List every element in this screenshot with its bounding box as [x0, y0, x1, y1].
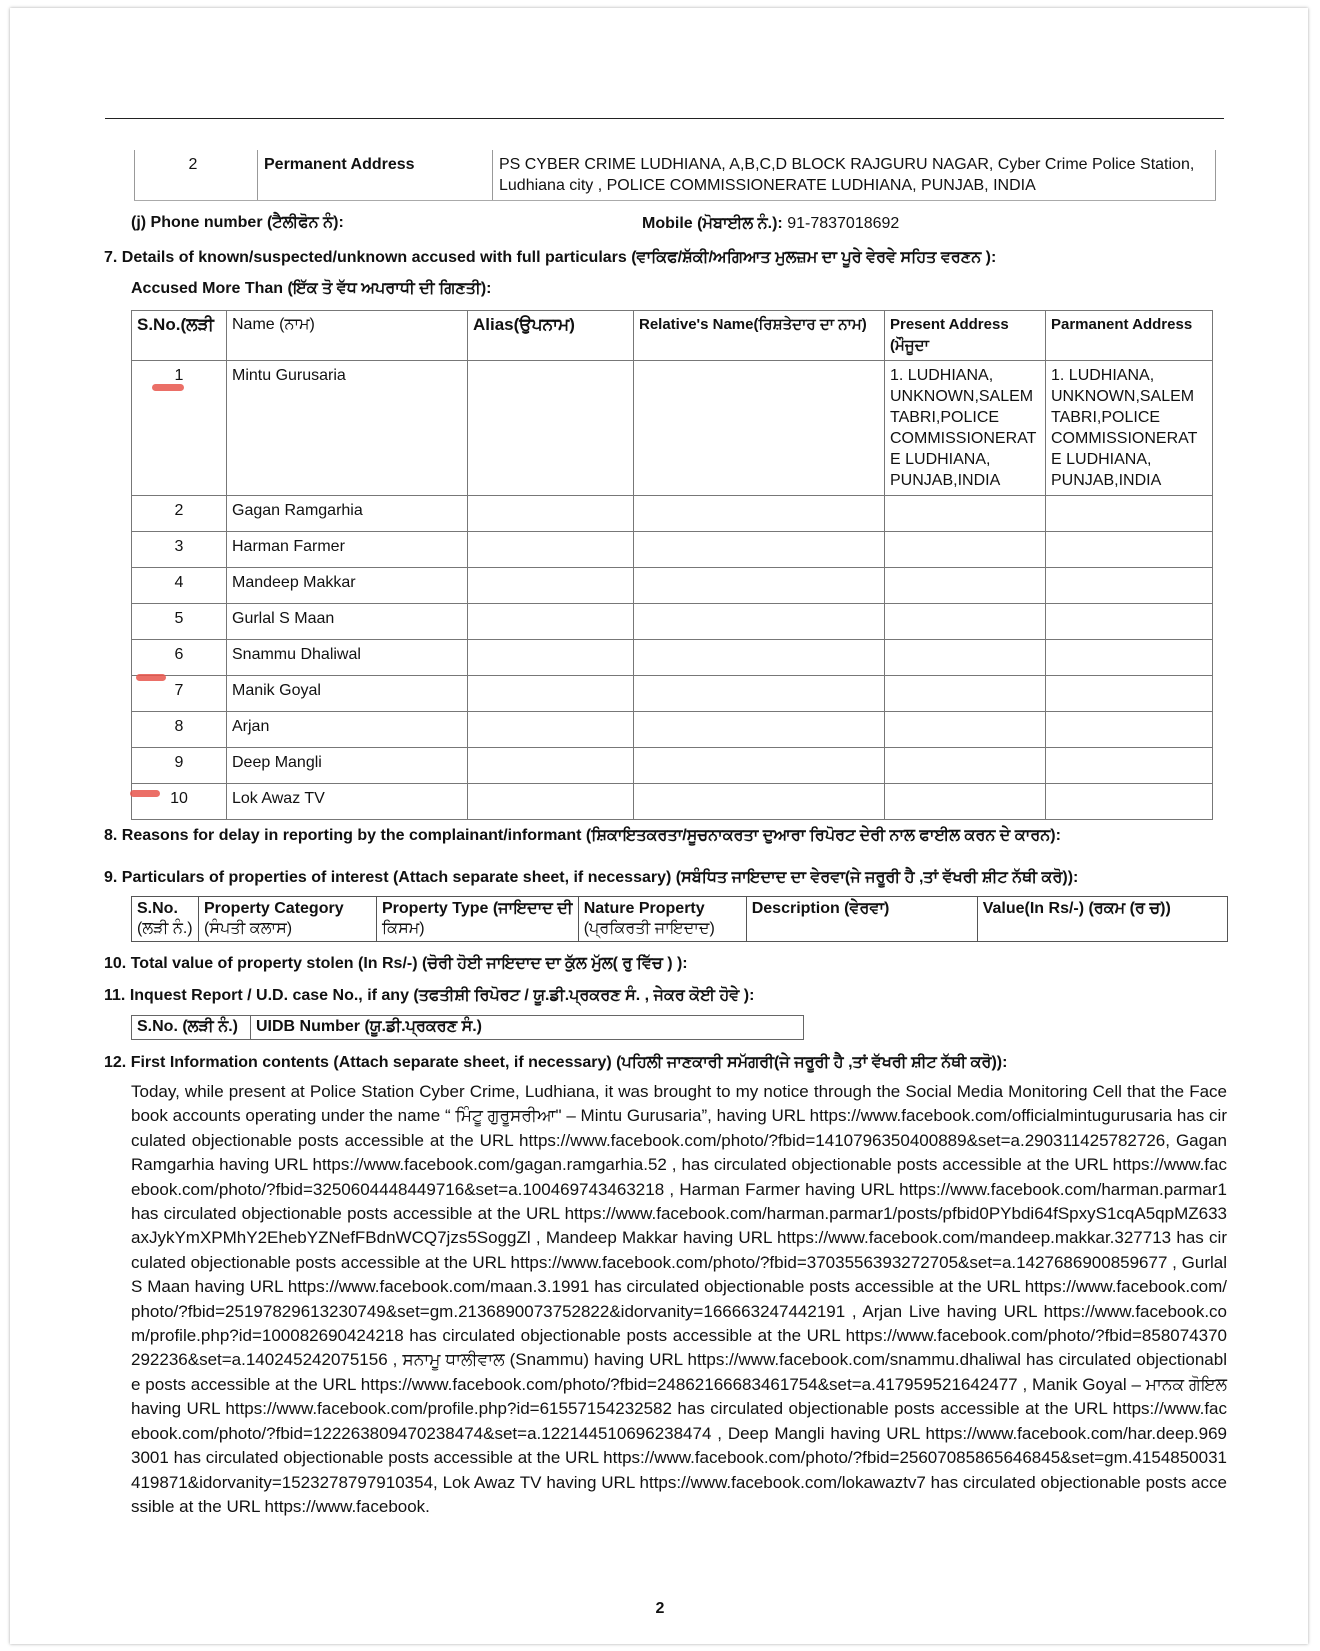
header-relative: Relative's Name(ਰਿਸ਼ਤੇਦਾਰ ਦਾ ਨਾਮ) — [634, 311, 885, 361]
header-permanent-address: Parmanent Address — [1046, 311, 1213, 361]
header-nature-property — [578, 897, 746, 942]
accused-name: Lok Awaz TV — [227, 784, 468, 820]
accused-name: Manik Goyal — [227, 676, 468, 712]
accused-row — [132, 496, 1213, 532]
mobile-field — [642, 215, 899, 233]
accused-permanent-address — [1046, 712, 1213, 748]
page-number: 2 — [655, 1600, 665, 1617]
address-table — [134, 150, 1216, 201]
section-11-heading — [104, 987, 754, 1005]
accused-alias — [468, 496, 634, 532]
section-10-title: Total value of property stolen (In Rs/-) (ਚੋਰੀ ਹੋਈ ਜਾਇਦਾਦ ਦਾ ਕੁੱਲ ਮੁੱਲ( ਰੁ ਵਿੱਚ ) ): — [130, 955, 688, 972]
accused-row — [132, 640, 1213, 676]
section-10-heading — [104, 955, 688, 973]
accused-alias — [468, 604, 634, 640]
section-9-title: Particulars of properties of interest (Attach separate sheet, if necessary) (ਸਬੰਧਿਤ ਜਾਇਦਾਦ ਦਾ ਵੇਰਵਾ(ਜੇ ਜਰੂਰੀ ਹੈ ,ਤਾਂ ਵੱਖਰੀ ਸ਼ੀਟ ਨੱਥੀ ਕਰੋ)): — [121, 869, 1079, 886]
accused-sno: 7 — [132, 676, 227, 712]
red-pen-mark — [130, 790, 160, 797]
section-11-title: Inquest Report / U.D. case No., if any (ਤਫਤੀਸ਼ੀ ਰਿਪੋਰਟ / ਯੂ.ਡੀ.ਪ੍ਰਕਰਣ ਸੰ. , ਜੇਕਰ ਕੋਈ ਹੋਵੇ ): — [129, 987, 755, 1004]
accused-name: Harman Farmer — [227, 532, 468, 568]
header-description — [746, 897, 977, 942]
address-line-2: Ludhiana city , POLICE COMMISSIONERATE LUDHIANA, PUNJAB, INDIA — [499, 177, 1036, 194]
section-7-title: Details of known/suspected/unknown accused with full particulars (ਵਾਕਿਫ/ਸ਼ੱਕੀ/ਅਗਿਆਤ ਮੁਲਜ਼ਮ ਦਾ ਪੂਰੇ ਵੇਰਵੇ ਸਹਿਤ ਵਰਣਨ ): — [121, 249, 997, 266]
accused-sno: 1 — [132, 361, 227, 496]
uidb-header-row — [132, 1016, 804, 1040]
accused-name: Deep Mangli — [227, 748, 468, 784]
section-12-title: First Information contents (Attach separate sheet, if necessary) (ਪਹਿਲੀ ਜਾਣਕਾਰੀ ਸਮੱਗਰੀ(ਜੇ ਜਰੂਰੀ ਹੈ ,ਤਾਂ ਵੱਖਰੀ ਸ਼ੀਟ ਨੱਥੀ ਕਰੋ)): — [130, 1054, 1008, 1071]
fir-narrative: Today, while present at Police Station Cyber Crime, Ludhiana, it was brought to my notice through the Social Media Monitoring Cell that the Facebook accounts operating under the name “ ਮਿੰਟੂ ਗੁਰੂਸਰੀਆ" – Mintu Gurusaria”, having URL https://www.facebook.com/officialmintugurusaria has circulated objectionable posts accessible at the URL https://www.facebook.com/photo/?fbid=1410796350400889&set=a.290311425782726, Gagan Ramgarhia having URL https://www.facebook.com/gagan.ramgarhia.52 , has circulated objectionable posts accessible at the URL https://www.facebook.com/photo/?fbid=3250604448449716&set=a.100469743463218 , Harman Farmer having URL https://www.facebook.com/harman.parmar1 has circulated objectionable posts accessible at the URL https://www.facebook.com/harman.parmar1/posts/pfbid0PYbdi64fSpxyS1cqA5qpMZ633axJykYmXPMhY2EhebYZNefFBdnWCQ7jzs5SoggZl , Mandeep Makkar having URL https://www.facebook.com/mandeep.makkar.327713 has circulated objectionable posts accessible at the URL https://www.facebook.com/photo/?fbid=3703556393272705&set=a.1427686900859677 , Gurlal S Maan having URL https://www.facebook.com/maan.3.1991 has circulated objectionable posts accessible at the URL https://www.facebook.com/photo/?fbid=25197829613230749&set=gm.2136890073752822&idorvanity=166663247442191 , Arjan Live having URL https://www.facebook.com/profile.php?id=100082690424218 has circulated objectionable posts accessible at the URL https://www.facebook.com/photo/?fbid=858074370292236&set=a.140245242075156 , ਸਨਾਮੂ ਧਾਲੀਵਾਲ (Snammu) having URL https://www.facebook.com/snammu.dhaliwal has circulated objectionable posts accessible at the URL https://www.facebook.com/photo/?fbid=24862166683461754&set=a.417959521642477 , Manik Goyal – ਮਾਨਕ ਗੋਇਲ having URL https://www.facebook.com/profile.php?id=61557154232582 has circulated objectionable posts accessible at the URL https://www.facebook.com/photo/?fbid=122263809470238474&set=a.122144510696238474 , Deep Mangli having URL https://www.facebook.com/har.deep.9693001 has circulated objectionable posts accessible at the URL https://www.facebook.com/photo/?fbid=25607085865646845&set=gm.4154850031419871&idorvanity=1523278797910354, Lok Awaz TV having URL https://www.facebook.com/lokawaztv7 has circulated objectionable posts accessible at the URL https://www.facebook. — [131, 1082, 1227, 1516]
accused-permanent-address — [1046, 784, 1213, 820]
header-l1: S.No. — [137, 900, 178, 917]
address-sno: 2 — [135, 150, 258, 201]
accused-sno: 4 — [132, 568, 227, 604]
accused-alias — [468, 361, 634, 496]
accused-alias — [468, 532, 634, 568]
header-l2: (ਲੜੀ ਨੰ.) — [137, 920, 193, 937]
accused-permanent-address — [1046, 604, 1213, 640]
property-table — [131, 896, 1228, 942]
accused-present-address: 1. LUDHIANA, UNKNOWN,SALEM TABRI,POLICE COMMISSIONERAT E LUDHIANA, PUNJAB,INDIA — [885, 361, 1046, 496]
accused-name: Snammu Dhaliwal — [227, 640, 468, 676]
accused-relative — [634, 784, 885, 820]
accused-present-address — [885, 496, 1046, 532]
header-property-sno — [132, 897, 199, 942]
address-row — [135, 150, 1216, 201]
accused-relative — [634, 604, 885, 640]
accused-permanent-address — [1046, 676, 1213, 712]
section-7-number: 7. — [104, 249, 118, 266]
accused-alias — [468, 676, 634, 712]
accused-name: Gagan Ramgarhia — [227, 496, 468, 532]
accused-row — [132, 784, 1213, 820]
accused-name: Gurlal S Maan — [227, 604, 468, 640]
accused-relative — [634, 496, 885, 532]
section-12-heading — [104, 1054, 1007, 1072]
accused-row — [132, 748, 1213, 784]
mobile-label: Mobile (ਮੋਬਾਈਲ ਨੰ.): — [642, 215, 783, 232]
red-pen-mark — [136, 674, 166, 681]
property-header-row — [132, 897, 1228, 942]
accused-relative — [634, 568, 885, 604]
header-sno: S.No.(ਲੜੀ — [132, 311, 227, 361]
accused-present-address — [885, 784, 1046, 820]
header-l2: ਕਿਸਮ) — [382, 920, 425, 937]
accused-permanent-address: 1. LUDHIANA, UNKNOWN,SALEM TABRI,POLICE COMMISSIONERAT E LUDHIANA, PUNJAB,INDIA — [1046, 361, 1213, 496]
accused-present-address — [885, 712, 1046, 748]
accused-count-label: Accused More Than (ਇੱਕ ਤੋ ਵੱਧ ਅਪਰਾਧੀ ਦੀ ਗਿਣਤੀ): — [131, 280, 492, 297]
accused-row — [132, 604, 1213, 640]
header-uidb-number: UIDB Number (ਯੂ.ਡੀ.ਪ੍ਰਕਰਣ ਸੰ.) — [251, 1016, 804, 1040]
accused-sno: 8 — [132, 712, 227, 748]
uidb-table — [131, 1015, 804, 1040]
header-l1: Nature Property — [583, 900, 705, 917]
accused-relative — [634, 676, 885, 712]
accused-permanent-address — [1046, 640, 1213, 676]
accused-relative — [634, 712, 885, 748]
header-name: Name (ਨਾਮ) — [227, 311, 468, 361]
header-l1: Property Category — [204, 900, 344, 917]
accused-present-address — [885, 640, 1046, 676]
phone-label: (j) Phone number (ਟੈਲੀਫੋਨ ਨੰ): — [131, 214, 344, 231]
accused-alias — [468, 784, 634, 820]
header-value — [977, 897, 1227, 942]
accused-table — [131, 310, 1213, 820]
section-10-number: 10. — [104, 955, 127, 972]
accused-present-address — [885, 568, 1046, 604]
accused-alias — [468, 748, 634, 784]
accused-sno: 10 — [132, 784, 227, 820]
section-8-number: 8. — [104, 827, 118, 844]
accused-permanent-address — [1046, 496, 1213, 532]
accused-name: Mintu Gurusaria — [227, 361, 468, 496]
accused-relative — [634, 640, 885, 676]
accused-sno: 2 — [132, 496, 227, 532]
header-l2: (ਸੰਪਤੀ ਕਲਾਸ) — [204, 920, 293, 937]
red-pen-mark — [152, 384, 184, 391]
top-rule — [105, 118, 1224, 119]
accused-permanent-address — [1046, 748, 1213, 784]
accused-row — [132, 361, 1213, 496]
header-property-category — [199, 897, 377, 942]
accused-alias — [468, 712, 634, 748]
accused-alias — [468, 640, 634, 676]
section-12-number: 12. — [104, 1054, 127, 1071]
accused-row — [132, 676, 1213, 712]
address-line-1: PS CYBER CRIME LUDHIANA, A,B,C,D BLOCK RAJGURU NAGAR, Cyber Crime Police Station, — [499, 156, 1195, 173]
accused-relative — [634, 361, 885, 496]
accused-row — [132, 712, 1213, 748]
section-8-heading — [104, 827, 1061, 845]
accused-row — [132, 532, 1213, 568]
section-11-number: 11. — [104, 987, 126, 1004]
address-label: Permanent Address — [258, 150, 493, 201]
accused-present-address — [885, 604, 1046, 640]
accused-row — [132, 568, 1213, 604]
accused-name: Arjan — [227, 712, 468, 748]
accused-permanent-address — [1046, 568, 1213, 604]
accused-header-row — [132, 311, 1213, 361]
header-property-type — [377, 897, 579, 942]
accused-name: Mandeep Makkar — [227, 568, 468, 604]
header-alias: Alias(ਉਪਨਾਮ) — [468, 311, 634, 361]
accused-alias — [468, 568, 634, 604]
header-l1: Property Type (ਜਾਇਦਾਦ ਦੀ — [382, 900, 573, 917]
accused-sno: 5 — [132, 604, 227, 640]
address-value — [493, 150, 1216, 201]
accused-relative — [634, 748, 885, 784]
section-8-title: Reasons for delay in reporting by the complainant/informant (ਸ਼ਿਕਾਇਤਕਰਤਾ/ਸੂਚਨਾਕਰਤਾ ਦੁਆਰਾ ਰਿਪੋਰਟ ਦੇਰੀ ਨਾਲ ਫਾਈਲ ਕਰਨ ਦੇ ਕਾਰਨ): — [121, 827, 1061, 844]
header-l1: Value(In Rs/-) (ਰਕਮ (ਰ ਚ)) — [982, 900, 1171, 917]
accused-present-address — [885, 532, 1046, 568]
section-9-number: 9. — [104, 869, 118, 886]
accused-sno: 6 — [132, 640, 227, 676]
accused-sno: 3 — [132, 532, 227, 568]
accused-relative — [634, 532, 885, 568]
header-uidb-sno: S.No. (ਲੜੀ ਨੰ.) — [132, 1016, 251, 1040]
section-9-heading — [104, 869, 1078, 887]
accused-sno: 9 — [132, 748, 227, 784]
header-l1: Description (ਵੇਰਵਾ) — [751, 900, 890, 917]
section-7-heading — [104, 249, 996, 267]
accused-present-address — [885, 676, 1046, 712]
accused-present-address — [885, 748, 1046, 784]
mobile-value: 91-7837018692 — [787, 215, 900, 232]
accused-permanent-address — [1046, 532, 1213, 568]
header-l2: (ਪ੍ਰਕਿਰਤੀ ਜਾਇਦਾਦ) — [583, 920, 715, 937]
header-present-address: Present Address (ਮੌਜੂਦਾ — [885, 311, 1046, 361]
